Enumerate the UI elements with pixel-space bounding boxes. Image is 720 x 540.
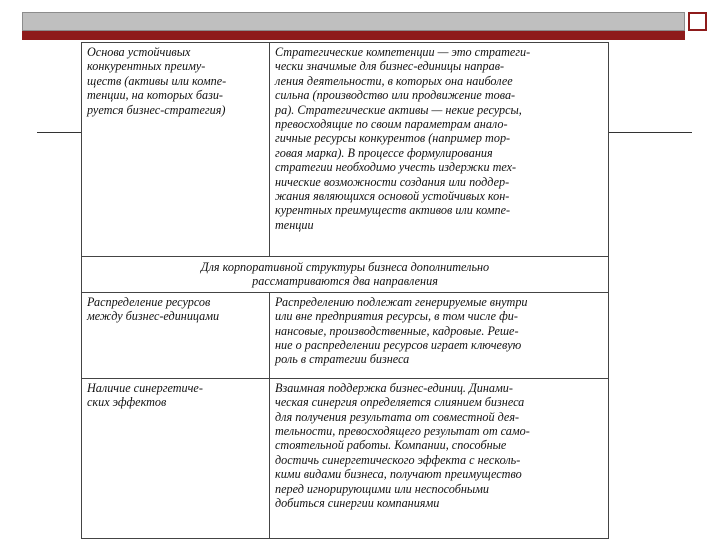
cell-text-line: руется бизнес-стратегия)	[87, 102, 226, 117]
cell-text-line: стратегии необходимо учесть издержки тех-	[275, 160, 517, 175]
row-description-cell	[270, 292, 609, 378]
slide-divider-left	[37, 132, 81, 133]
cell-text-line: ских эффектов	[87, 395, 167, 410]
slide-header-accent-bar	[22, 31, 685, 40]
cell-text-line: жания являющихся основой устойчивых кон-	[275, 189, 510, 204]
cell-text-line: Распределение ресурсов	[87, 294, 211, 309]
cell-text-line: Распределению подлежат генерируемые внутри	[275, 294, 528, 309]
cell-text-line: ческая синергия определяется слиянием бизнеса	[275, 395, 525, 410]
cell-text-line: тельности, превосходящего результат от само-	[275, 424, 530, 439]
cell-text-line: курентных преимуществ активов или компе-	[275, 203, 511, 218]
section-note-cell	[82, 257, 609, 293]
cell-text-line: превосходящие по своим параметрам анало-	[275, 117, 508, 132]
cell-text-line: ществ (активы или компе-	[87, 73, 227, 88]
cell-text-line: ние о распределении ресурсов играет ключевую	[275, 338, 522, 353]
cell-text-line: Наличие синергетиче-	[87, 380, 203, 395]
cell-text-line: нические возможности создания или поддер-	[275, 174, 510, 189]
cell-text-line: рассматриваются два направления	[252, 274, 438, 289]
cell-text-line: гичные ресурсы конкурентов (например тор-	[275, 131, 511, 146]
table-row	[82, 378, 609, 538]
row-heading-cell	[82, 292, 270, 378]
cell-text-line: ра). Стратегические активы — некие ресурсы,	[275, 102, 522, 117]
cell-text-line: Стратегические компетенции — это стратеги-	[275, 45, 531, 59]
row-description-cell	[270, 378, 609, 538]
cell-text-line: сильна (производство или продвижение това-	[275, 88, 516, 103]
cell-text-line: достичь синергетического эффекта с несколь-	[275, 452, 521, 467]
cell-text-line: стоятельной работы. Компании, способные	[275, 438, 507, 453]
cell-text-line: чески значимые для бизнес-единицы направ-	[275, 59, 505, 74]
cell-text-line: или вне предприятия ресурсы, в том числе фи-	[275, 309, 518, 324]
slide-corner-square	[688, 12, 707, 31]
row-description-cell	[270, 43, 609, 257]
cell-text-line: нансовые, производственные, кадровые. Реше-	[275, 323, 519, 338]
strategy-table	[81, 42, 609, 539]
table-row	[82, 292, 609, 378]
slide-header-band	[22, 12, 685, 31]
table-row	[82, 257, 609, 293]
cell-text-line: для получения результата от совместной дея-	[275, 409, 520, 424]
cell-text-line: Основа устойчивых	[87, 45, 191, 59]
table-row	[82, 43, 609, 257]
cell-text-line: перед игнорирующими или неспособными	[275, 481, 490, 496]
row-heading-cell	[82, 43, 270, 257]
cell-text-line: ления деятельности, в которых она наиболее	[275, 73, 513, 88]
row-heading-cell	[82, 378, 270, 538]
cell-text-line: кими видами бизнеса, получают преимущество	[275, 467, 522, 482]
cell-text-line: Взаимная поддержка бизнес-единиц. Динами-	[275, 380, 513, 395]
cell-text-line: добиться синергии компаниями	[275, 496, 440, 511]
cell-text-line: тенции	[275, 217, 314, 232]
cell-text-line: говая марка). В процессе формулирования	[275, 145, 493, 160]
cell-text-line: между бизнес-единицами	[87, 309, 220, 324]
cell-text-line: конкурентных преиму-	[87, 59, 206, 74]
slide-divider-right	[608, 132, 692, 133]
cell-text-line: роль в стратегии бизнеса	[275, 352, 410, 367]
cell-text-line: тенции, на которых бази-	[87, 88, 223, 103]
cell-text-line: Для корпоративной структуры бизнеса дополнительно	[200, 260, 490, 274]
